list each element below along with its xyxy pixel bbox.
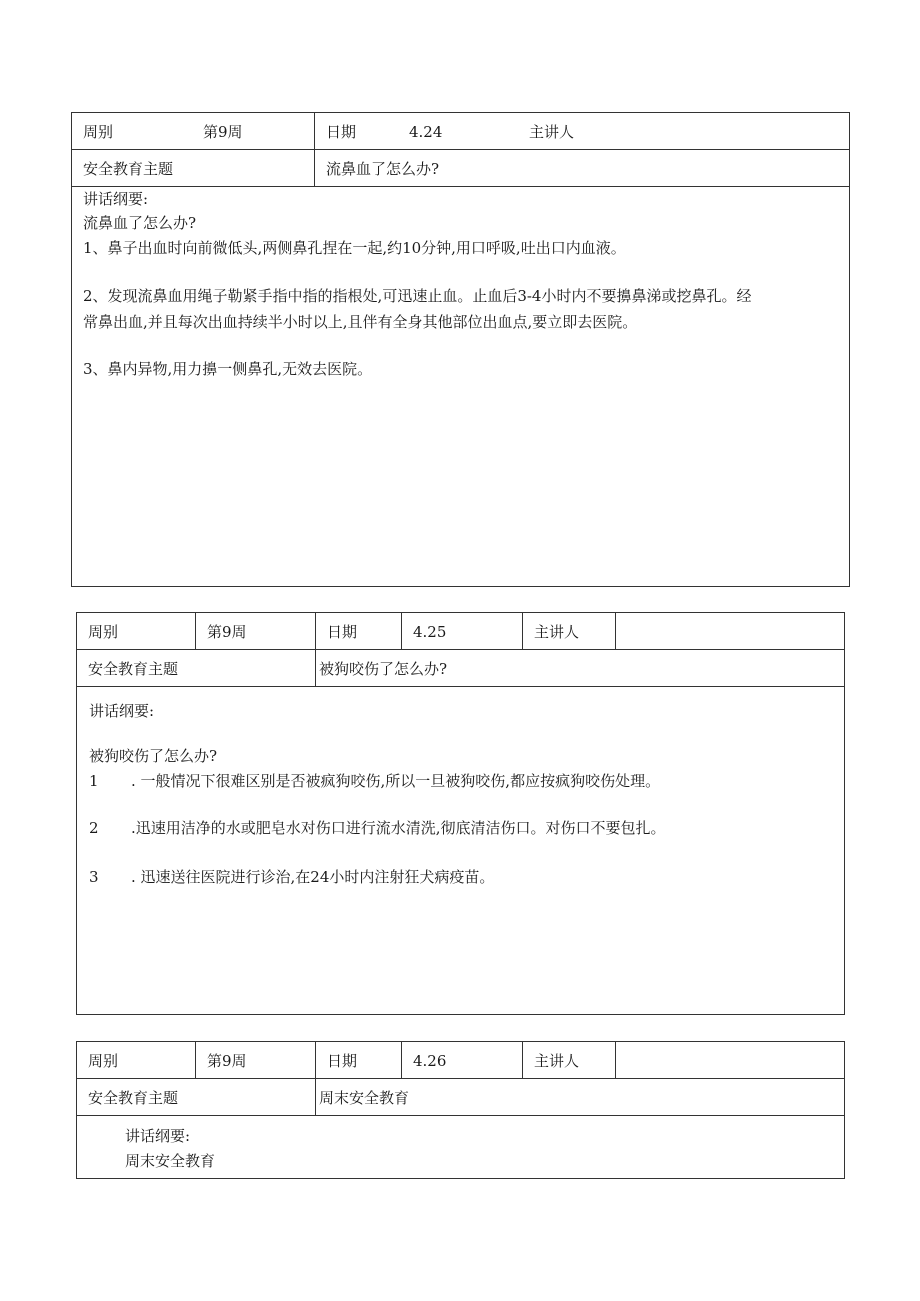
lesson-table-1 <box>71 112 850 586</box>
outline-item-1: 1、鼻子出血时向前微低头,两侧鼻孔捏在一起,约10分钟,用口呼吸,吐出口内血液。 <box>83 239 626 257</box>
header-row <box>71 112 850 150</box>
speaker-value <box>618 113 718 150</box>
speaker-value <box>615 613 844 650</box>
outline-item-3: 3、鼻内异物,用力擤一侧鼻孔,无效去医院。 <box>83 360 373 378</box>
outline-title: 流鼻血了怎么办? <box>83 214 197 232</box>
outline-item-3 <box>89 867 494 887</box>
item-text: .迅速用洁净的水或肥皂水对伤口进行流水清洗,彻底清洁伤口。对伤口不要包扎。 <box>131 819 666 837</box>
speaker-value <box>615 1042 844 1079</box>
outline-section <box>76 686 845 1015</box>
item-number: 3 <box>89 868 99 886</box>
outline-title: 被狗咬伤了怎么办? <box>89 747 218 765</box>
outline-item-2: 2、发现流鼻血用绳子勒紧手指中指的指根处,可迅速止血。止血后3-4小时内不要擤鼻涕或挖鼻孔。经 <box>83 287 752 305</box>
outline-item-2-cont: 常鼻出血,并且每次出血持续半小时以上,且伴有全身其他部位出血点,要立即去医院。 <box>83 313 638 331</box>
topic-row <box>76 1078 845 1116</box>
week-value: 第9周 <box>195 1042 315 1079</box>
outline-item-2 <box>89 818 666 838</box>
date-label: 日期 <box>314 113 404 150</box>
date-label: 日期 <box>315 613 401 650</box>
speaker-label: 主讲人 <box>529 123 575 141</box>
topic-label: 安全教育主题 <box>88 1089 179 1107</box>
week-label: 周别 <box>88 623 119 641</box>
item-text: . 迅速送往医院进行诊治,在24小时内注射狂犬病疫苗。 <box>131 868 495 886</box>
date-value: 4.24 <box>409 122 443 141</box>
week-label: 周别 <box>88 1052 119 1070</box>
topic-value: 周末安全教育 <box>315 1079 615 1116</box>
header-row <box>76 612 845 650</box>
header-row <box>76 1041 845 1079</box>
date-value: 4.26 <box>401 1042 522 1079</box>
topic-label: 安全教育主题 <box>83 160 174 178</box>
outline-section <box>76 1115 845 1179</box>
lesson-table-3 <box>76 1041 845 1178</box>
outline-item-1 <box>89 771 660 791</box>
speaker-label: 主讲人 <box>522 613 615 650</box>
item-number: 1 <box>89 772 99 790</box>
topic-value: 流鼻血了怎么办? <box>314 150 614 187</box>
item-text: . 一般情况下很难区别是否被疯狗咬伤,所以一旦被狗咬伤,都应按疯狗咬伤处理。 <box>131 772 661 790</box>
outline-label: 讲话纲要: <box>83 190 149 208</box>
date-label: 日期 <box>315 1042 401 1079</box>
outline-section <box>71 186 850 587</box>
topic-row <box>76 649 845 687</box>
topic-value: 被狗咬伤了怎么办? <box>315 650 615 687</box>
outline-label: 讲话纲要: <box>89 702 155 720</box>
speaker-label: 主讲人 <box>522 1042 615 1079</box>
week-value: 第9周 <box>203 123 243 141</box>
date-value: 4.25 <box>401 613 522 650</box>
topic-label: 安全教育主题 <box>88 660 179 678</box>
week-label: 周别 <box>83 123 114 141</box>
item-number: 2 <box>89 819 99 837</box>
outline-label: 讲话纲要: <box>125 1127 191 1145</box>
week-value: 第9周 <box>195 613 315 650</box>
outline-title: 周末安全教育 <box>125 1152 216 1170</box>
topic-row <box>71 149 850 187</box>
lesson-table-2 <box>76 612 845 1014</box>
